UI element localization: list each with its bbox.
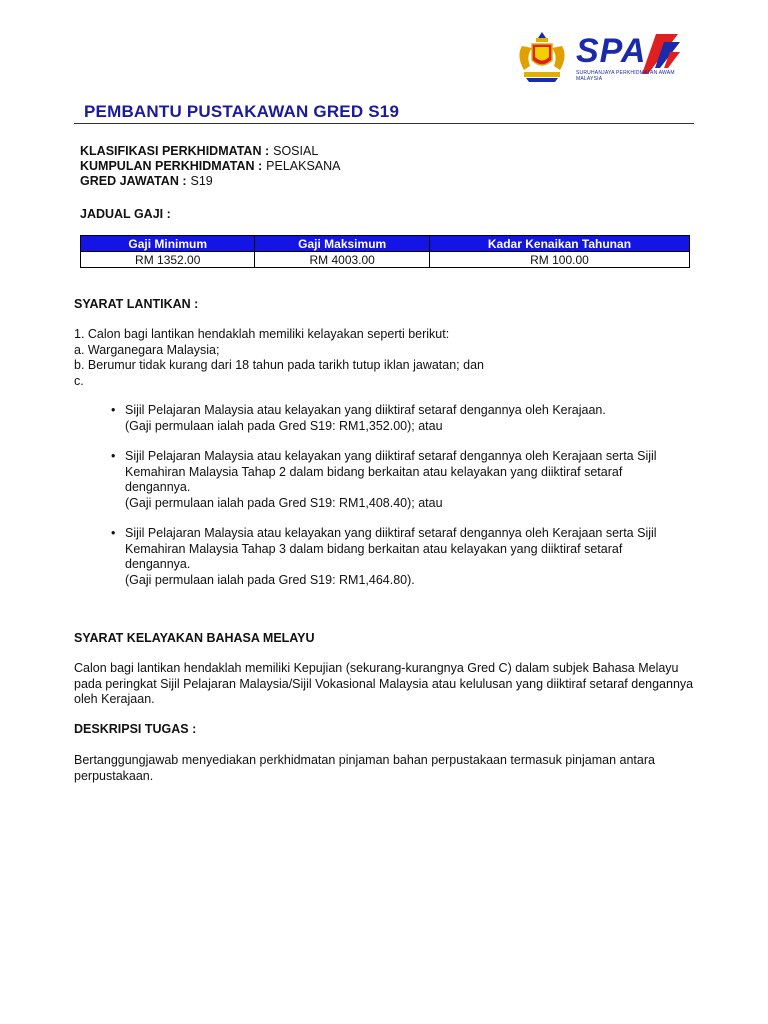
list-item bbox=[108, 526, 688, 588]
info-gred bbox=[80, 174, 341, 189]
qualification-text: Sijil Pelajaran Malaysia atau kelayakan yang diiktiraf setaraf dengannya oleh Kerajaan serta Sijil Kemahiran Malaysia Tahap 2 dalam bidang berkaitan atau kelayakan yang diiktiraf setaraf dengannya. bbox=[125, 449, 657, 494]
list-item bbox=[108, 403, 688, 434]
section-heading: SYARAT KELAYAKAN BAHASA MELAYU bbox=[74, 631, 315, 645]
bullet-icon: • bbox=[111, 403, 116, 417]
logo-text: SPA bbox=[576, 32, 647, 70]
info-key: GRED JAWATAN : bbox=[80, 174, 187, 188]
requirement-line: c. bbox=[74, 373, 84, 388]
table-header-cell: Kadar Kenaikan Tahunan bbox=[429, 236, 689, 252]
qualification-note: (Gaji permulaan ialah pada Gred S19: RM1,352.00); atau bbox=[125, 418, 443, 433]
info-key: KLASIFIKASI PERKHIDMATAN : bbox=[80, 144, 270, 158]
bahasa-melayu-heading bbox=[74, 631, 315, 645]
table-cell: RM 1352.00 bbox=[81, 252, 255, 268]
bullet-icon: • bbox=[111, 526, 116, 540]
section-heading: DESKRIPSI TUGAS : bbox=[74, 722, 197, 736]
qualification-list bbox=[108, 403, 688, 603]
logo-subtext: SURUHANJAYA PERKHIDMATAN AWAM MALAYSIA bbox=[576, 70, 675, 82]
logo bbox=[516, 28, 686, 86]
title-divider bbox=[74, 123, 694, 124]
list-item bbox=[108, 449, 688, 511]
salary-table bbox=[80, 235, 690, 268]
info-value: PELAKSANA bbox=[266, 159, 341, 173]
info-value: S19 bbox=[190, 174, 213, 188]
deskripsi-heading bbox=[74, 722, 196, 736]
info-block bbox=[80, 144, 341, 189]
requirement-line: a. Warganegara Malaysia; bbox=[74, 342, 220, 357]
syarat-lantikan-heading bbox=[74, 297, 198, 311]
coat-of-arms-icon bbox=[516, 28, 568, 84]
info-value: SOSIAL bbox=[273, 144, 319, 158]
section-heading: SYARAT LANTIKAN : bbox=[74, 297, 199, 311]
qualification-text: Sijil Pelajaran Malaysia atau kelayakan yang diiktiraf setaraf dengannya oleh Kerajaan. bbox=[125, 403, 606, 417]
deskripsi-text: Bertanggungjawab menyediakan perkhidmatan pinjaman bahan perpustakaan termasuk pinjaman antara perpustakaan. bbox=[74, 753, 655, 783]
bahasa-melayu-text: Calon bagi lantikan hendaklah memiliki Kepujian (sekurang-kurangnya Gred C) dalam subjek Bahasa Melayu pada peringkat Sijil Pelajaran Malaysia/Sijil Vokasional Malaysia atau kelulusan yang diiktiraf setaraf dengannya oleh Kerajaan. bbox=[74, 661, 694, 706]
bullet-icon: • bbox=[111, 449, 116, 463]
table-header-cell: Gaji Maksimum bbox=[255, 236, 429, 252]
table-header-row bbox=[81, 236, 690, 252]
page-title: PEMBANTU PUSTAKAWAN GRED S19 bbox=[84, 102, 400, 121]
table-cell: RM 4003.00 bbox=[255, 252, 429, 268]
requirement-line: 1. Calon bagi lantikan hendaklah memiliki kelayakan seperti berikut: bbox=[74, 327, 450, 341]
table-row bbox=[81, 252, 690, 268]
table-cell: RM 100.00 bbox=[429, 252, 689, 268]
info-key: KUMPULAN PERKHIDMATAN : bbox=[80, 159, 263, 173]
qualification-note: (Gaji permulaan ialah pada Gred S19: RM1,408.40); atau bbox=[125, 495, 443, 510]
qualification-text: Sijil Pelajaran Malaysia atau kelayakan yang diiktiraf setaraf dengannya oleh Kerajaan serta Sijil Kemahiran Malaysia Tahap 3 dalam bidang berkaitan atau kelayakan yang diiktiraf setaraf dengannya. bbox=[125, 526, 657, 571]
jadual-gaji-label: JADUAL GAJI : bbox=[80, 207, 171, 221]
info-klasifikasi bbox=[80, 144, 341, 159]
requirement-line: b. Berumur tidak kurang dari 18 tahun pada tarikh tutup iklan jawatan; dan bbox=[74, 358, 484, 372]
table-header-cell: Gaji Minimum bbox=[81, 236, 255, 252]
qualification-note: (Gaji permulaan ialah pada Gred S19: RM1,464.80). bbox=[125, 572, 415, 587]
info-kumpulan bbox=[80, 159, 341, 174]
syarat-lantikan-lines bbox=[74, 327, 484, 389]
